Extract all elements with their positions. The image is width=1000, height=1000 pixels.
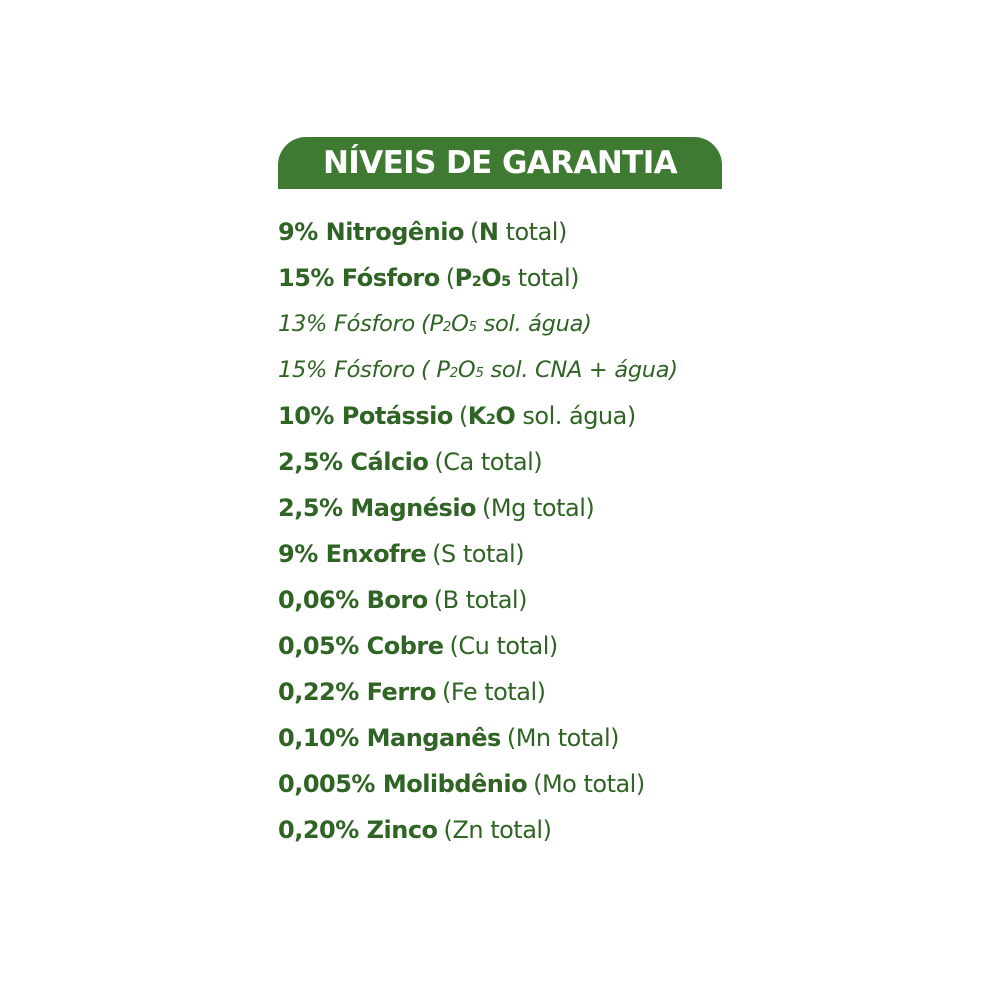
nutrient-amount: 13% Fósforo [278,311,415,337]
open-paren: ( [441,678,451,706]
nutrient-amount: 0,10% Manganês [278,724,501,752]
nutrient-detail: Ca total) [443,448,543,476]
open-paren: ( [469,218,479,246]
nutrient-amount: 15% Fósforo [278,357,415,383]
nutrient-detail: Mo total) [541,770,645,798]
open-paren: ( [433,586,443,614]
nutrient-detail: sol. CNA + água) [483,357,678,383]
nutrient-item [278,577,748,623]
nutrient-amount: 9% Nitrogênio [278,218,464,246]
nutrient-item [278,255,748,301]
panel-title: NÍVEIS DE GARANTIA [322,145,678,181]
nutrient-detail: B total) [442,586,527,614]
open-paren: ( [533,770,542,798]
nutrient-amount: 0,005% Molibdênio [278,770,528,798]
open-paren: ( [421,357,437,383]
chemical-symbol: O [481,264,502,292]
open-paren: ( [432,540,441,568]
nutrient-detail: total) [510,264,580,292]
open-paren: ( [482,494,491,522]
nutrient-detail: Fe total) [450,678,546,706]
open-paren: ( [506,724,516,752]
nutrient-item [278,531,748,577]
nutrient-detail: Mn total) [515,724,619,752]
nutrient-item [278,807,748,853]
open-paren: ( [458,402,468,430]
nutrient-amount: 0,05% Cobre [278,632,444,660]
chemical-subscript: 5 [475,365,484,382]
open-paren: ( [421,311,430,337]
chemical-symbol: P [454,264,472,292]
chemical-symbol: O [451,311,469,337]
nutrient-detail: S total) [440,540,525,568]
nutrient-item [278,761,748,807]
nutrient-item [278,715,748,761]
nutrient-item [278,623,748,669]
chemical-subscript: 2 [485,412,496,429]
nutrient-amount: 0,22% Ferro [278,678,436,706]
title-banner [278,137,722,189]
nutrient-amount: 9% Enxofre [278,540,427,568]
nutrient-item [278,209,748,255]
nutrient-item [278,301,748,347]
nutrient-detail: Cu total) [458,632,558,660]
chemical-symbol: P [436,357,450,383]
chemical-symbol: O [495,402,516,430]
nutrient-detail: Mg total) [490,494,595,522]
nutrient-amount: 15% Fósforo [278,264,440,292]
nutrient-item [278,439,748,485]
chemical-subscript: 2 [471,274,482,291]
chemical-subscript: 2 [442,319,452,336]
nutrient-amount: 0,06% Boro [278,586,428,614]
chemical-symbol: P [429,311,443,337]
nutrient-amount: 2,5% Magnésio [278,494,477,522]
nutrient-item [278,347,748,393]
nutrient-amount: 2,5% Cálcio [278,448,429,476]
nutrient-detail: sol. água) [476,311,592,337]
chemical-subscript: 5 [468,319,477,336]
chemical-subscript: 5 [501,274,511,291]
chemical-symbol: K [467,402,486,430]
open-paren: ( [449,632,459,660]
chemical-subscript: 2 [449,365,458,382]
nutrient-list [278,209,748,853]
nutrient-amount: 0,20% Zinco [278,816,438,844]
nutrient-detail: sol. água) [515,402,636,430]
chemical-symbol: O [457,357,476,383]
chemical-symbol: N [478,218,499,246]
nutrient-item [278,393,748,439]
open-paren: ( [434,448,444,476]
open-paren: ( [445,264,455,292]
nutrient-item [278,669,748,715]
guarantee-levels-panel [278,137,748,853]
open-paren: ( [443,816,453,844]
nutrient-amount: 10% Potássio [278,402,453,430]
nutrient-detail: total) [498,218,567,246]
nutrient-item [278,485,748,531]
nutrient-detail: Zn total) [452,816,552,844]
